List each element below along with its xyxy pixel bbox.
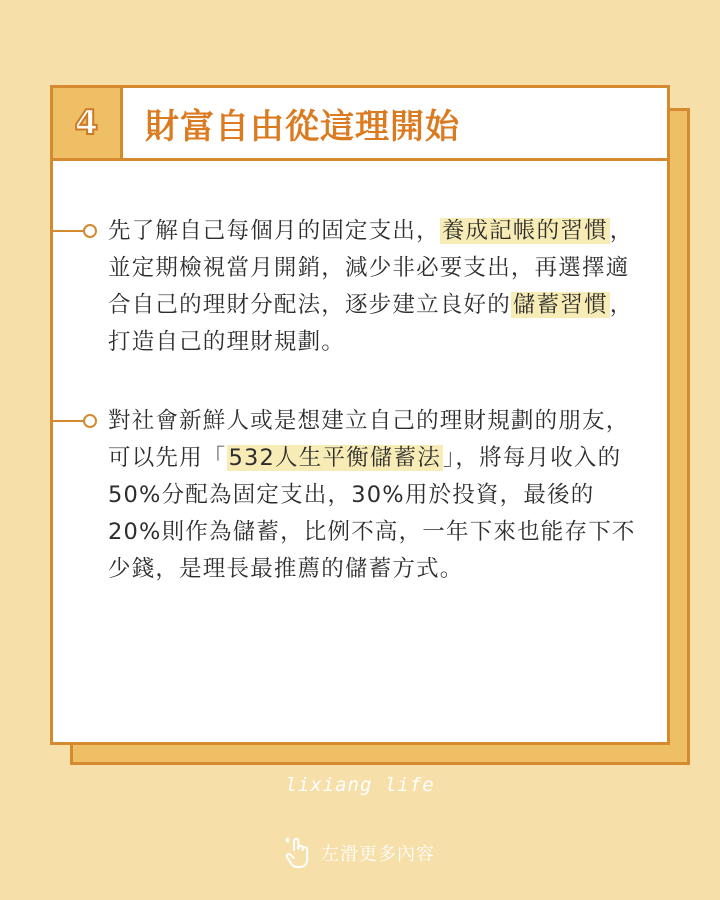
- bullet-dot-icon: [83, 414, 97, 428]
- highlight-text: 養成記帳的習慣: [441, 218, 608, 244]
- text: 先了解自己每個月的固定支出，: [108, 218, 440, 244]
- step-number-box: [53, 88, 123, 158]
- highlight-text: 532人生平衡儲蓄法: [228, 445, 441, 471]
- content-card: [50, 85, 670, 745]
- text: ，並定期檢視當月開銷，減少非必要支出，再選擇適合自己的理財分配法，逐步建立良好的: [108, 218, 634, 318]
- bullet-line: [50, 420, 86, 422]
- step-number: 4: [74, 103, 99, 143]
- brand-signature: lixiang life: [285, 774, 435, 796]
- card-title: 財富自由從這理開始: [145, 106, 460, 147]
- text: 對社會新鮮人或是想建立自己的理財規劃的朋友，可以先用「: [108, 408, 630, 471]
- paragraph-2: [108, 403, 638, 588]
- bullet-line: [50, 230, 86, 232]
- text: ，打造自己的理財規劃。: [108, 292, 634, 355]
- text: 」，將每月收入的50%分配為固定支出，30%用於投資，最後的20%則作為儲蓄，比例不高，一年下來也能存下不少錢，是理長最推薦的儲蓄方式。: [108, 445, 636, 582]
- swipe-hand-icon: [285, 836, 311, 870]
- swipe-hint[interactable]: [0, 836, 720, 870]
- paragraph-1: [108, 213, 638, 361]
- highlight-text: 儲蓄習慣: [512, 292, 608, 318]
- swipe-label: 左滑更多內容: [321, 844, 435, 865]
- card-header: [53, 88, 667, 161]
- bullet-dot-icon: [83, 224, 97, 238]
